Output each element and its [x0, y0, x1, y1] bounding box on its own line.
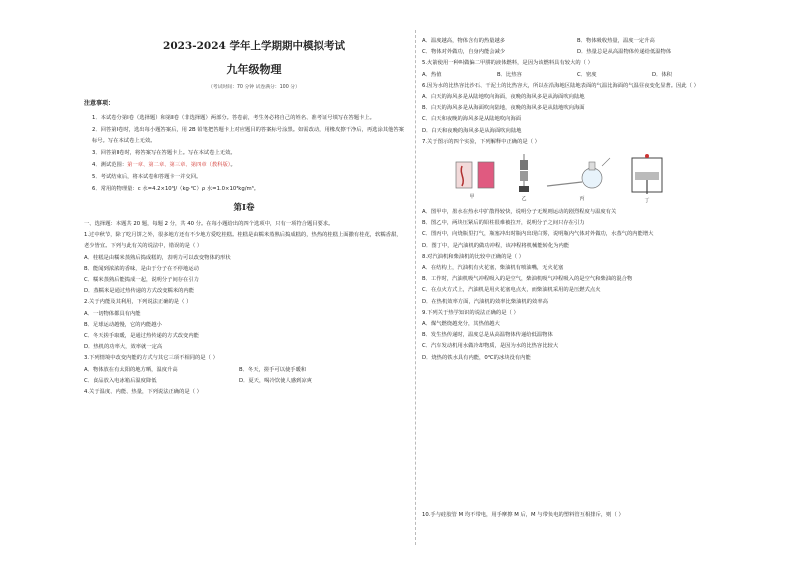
- notice-item-4: [92, 160, 404, 171]
- column-divider: [415, 30, 416, 545]
- q9-option-b: B．发生热传递时，温度总是从高温物体传递给低温物体: [422, 332, 553, 339]
- figure-flask-pump: [547, 158, 610, 188]
- notice-item-1: 1．本试卷分第Ⅰ卷（选择题）和第Ⅱ卷（非选择题）两部分。答卷前，考生务必将自己的姓名、准考证号填写在答题卡上。: [92, 115, 375, 121]
- q3-options-row-2: [84, 376, 404, 387]
- question-2: 2.关于内能及其利用，下列说法正确的是（ ）: [84, 299, 192, 306]
- q7-option-b: B．图乙中，两块压紧后的铅柱很难被拉开，说明分子之间只存在引力: [422, 220, 585, 227]
- q8-option-a: A．在结构上，汽油机有火花塞，柴油机有喷油嘴，无火花塞: [422, 265, 564, 272]
- q3-option-a: A．物体放在有太阳的地方晒，温度升高: [84, 366, 178, 373]
- q7-option-d: D．图丁中，是汽油机的做功冲程，该冲程将机械能转化为内能: [422, 242, 570, 249]
- question-6: 6.因为水的比热容比沙石、干泥土的比热容大，所以在沿海地区陆地表面的气温比海面的气温昼夜变化显著。因此（ ）: [422, 82, 699, 89]
- q5-option-b: B．比热容: [497, 71, 522, 78]
- q7-option-c: C．图丙中，向烧瓶里打气，瓶塞冲出时瓶内出现白雾，说明瓶内气体对外做功，水蒸气的内能增大: [422, 231, 654, 238]
- figure-label-ding: 丁: [644, 198, 650, 205]
- question-7: 7.关于图示的四个实验，下列解释中正确的是（ ）: [422, 138, 540, 145]
- q4-options-row-2: [422, 47, 722, 58]
- notice-item-4-suffix: 。: [230, 162, 236, 168]
- q6-option-a: A．白天的海风多是从陆地吹向海面，夜晚的海风多是从海面吹向陆地: [422, 94, 585, 101]
- q4-options-row-1: [422, 36, 722, 47]
- q8-option-d: D．在热机效率方面，汽油机的效率比柴油机的效率高: [422, 298, 548, 305]
- q2-option-d: D．热机的功率大，效率就一定高: [84, 344, 163, 351]
- question-5: 5.火箭使用一种叫做偏二甲肼的液体燃料，是因为该燃料具有较大的（ ）: [422, 60, 593, 67]
- q5-option-a: A．热值: [422, 71, 442, 78]
- q9-option-d: D．烧热的铁水具有内能，0℃的冰块没有内能: [422, 354, 531, 361]
- q4-option-d: D．热量总是从高温物体传递给低温物体: [577, 49, 672, 56]
- q3-option-d: D．夏天，喝冷饮使人感到凉爽: [239, 377, 312, 384]
- notice-heading: 注意事项：: [84, 100, 115, 107]
- exam-subject: 九年级物理: [226, 63, 282, 76]
- test-scope: 第一章、第二章、第三章、第四章（教科版）: [127, 162, 231, 168]
- figure-label-bing: 丙: [579, 196, 585, 203]
- q4-option-b: B．物体吸收热量，温度一定升高: [577, 38, 655, 44]
- q2-option-b: B．足球运动越慢，它的内能越小: [84, 321, 162, 328]
- figure-label-jia: 甲: [469, 194, 475, 201]
- q7-option-a: A．图甲中，墨水在热水中扩散得较快，说明分子无规则运动的剧烈程度与温度有关: [422, 209, 617, 216]
- q1-option-c: C．糯米蒸熟后能捣成一起，说明分子间存在引力: [84, 277, 199, 284]
- figure-label-yi: 乙: [521, 196, 527, 203]
- q4-option-c: C．物体对外做功，自身内能会减少: [422, 49, 506, 56]
- figure-lead-cylinders: [519, 154, 529, 192]
- section-title: 第Ⅰ卷: [233, 203, 255, 213]
- question-9: 9.下列关于热学知识的说法正确的是（ ）: [422, 309, 519, 316]
- section-instructions: 一、选择题：本题共 20 题，每题 2 分，共 40 分。在每小题给出的四个选项中，只有一项符合题目要求。: [84, 221, 334, 227]
- q1-option-a: A．桂糕是由糯米蒸熟后捣成糕的，表明力可以改变物体的形状: [84, 254, 231, 261]
- q6-option-d: D．白天和夜晚的海风多是从海面吹向陆地: [422, 127, 522, 134]
- q9-option-c: C．汽车发动机用水做冷却物质，是因为水的比热容比较大: [422, 343, 559, 350]
- q1-option-d: D．蒸糯米是通过热传递的方式改变糯米的内能: [84, 288, 195, 295]
- q2-option-a: A．一切物体都具有内能: [84, 310, 141, 317]
- q6-option-c: C．白天和夜晚的海风多是从陆地吹向海面: [422, 116, 522, 123]
- notice-item-2: 2．回答第Ⅰ卷时，选出每小题答案后，用 2B 铅笔把答题卡上对应题目的答案标号涂黑。如需改动，用橡皮擦干净后，再选涂其他答案标号。写在本试卷上无效。: [92, 127, 404, 144]
- question-8: 8.对汽油机和柴油机的比较中正确的是（ ）: [422, 253, 525, 260]
- q1-option-b: B．能闻到浓浓的香味，是由于分子在不停地运动: [84, 265, 199, 272]
- experiment-figures: [422, 152, 722, 204]
- question-3: 3.下列情境中改变内能的方式与其它三项不相同的是（ ）: [84, 355, 218, 362]
- figure-engine-cylinder: [632, 154, 662, 194]
- q2-option-c: C．冬天搓手取暖，是通过热传递的方式改变内能: [84, 333, 199, 340]
- q3-options-row-1: [84, 365, 404, 376]
- figure-beakers: [456, 162, 494, 188]
- notice-item-3: 3．回答第Ⅱ卷时，将答案写在答题卡上。写在本试卷上无效。: [92, 150, 236, 156]
- q5-option-c: C．密度: [577, 71, 597, 78]
- question-1: 1.过中秋节，除了吃月饼之外，很多地方还有不少地方爱吃桂糕。桂糕是由糯米蒸熟后捣成糕的，热热的桂糕上面撒有桂花，软糯香甜，老少皆宜。下列与此有关的说法中，错误的是（ ）: [84, 232, 402, 250]
- q3-option-b: B．冬天，搓手可以使手暖和: [239, 366, 307, 373]
- exam-meta: （考试时间：70 分钟 试卷满分：100 分）: [208, 85, 300, 90]
- q4-option-a: A．温度越高，物体含有的热量越多: [422, 38, 506, 44]
- right-column: [422, 36, 722, 364]
- q5-options: [422, 70, 722, 81]
- q8-option-c: C．在点火方式上，汽油机是用火花塞电点火，而柴油机采用的是压燃式点火: [422, 287, 601, 294]
- experiment-figures-svg: [452, 152, 682, 204]
- q5-option-d: D．体积: [652, 71, 672, 78]
- notice-item-6: 6．常用的物理量：c 水=4.2×10³J/（kg·℃）ρ 水=1.0×10³kg/m³。: [92, 186, 260, 192]
- q9-option-a: A．煤气燃烧越充分，其热值越大: [422, 321, 500, 328]
- question-4: 4.关于温度、内能、热量，下列说法正确的是（ ）: [84, 389, 202, 396]
- notice-item-4-prefix: 4．测试范围：: [92, 162, 128, 168]
- q6-option-b: B．白天的海风多是从海面吹向陆地，夜晚的海风多是从陆地吹向海面: [422, 105, 585, 112]
- left-column: [84, 36, 404, 398]
- question-10: 10.手与硅胶管 M 均不带电，用手摩擦 M 后，M 与带负电的塑料管互相排斥，则（ ）: [422, 512, 624, 518]
- q8-option-b: B．工作时，汽油机吸气冲程吸入的是空气，柴油机吸气冲程吸入的是空气和柴油的混合物: [422, 276, 633, 283]
- q3-option-c: C．食品放入电冰箱后温度降低: [84, 377, 157, 384]
- exam-title: 2023-2024 学年上学期期中模拟考试: [163, 40, 345, 52]
- notice-item-5: 5．考试结束后，将本试卷和答题卡一并交回。: [92, 174, 202, 180]
